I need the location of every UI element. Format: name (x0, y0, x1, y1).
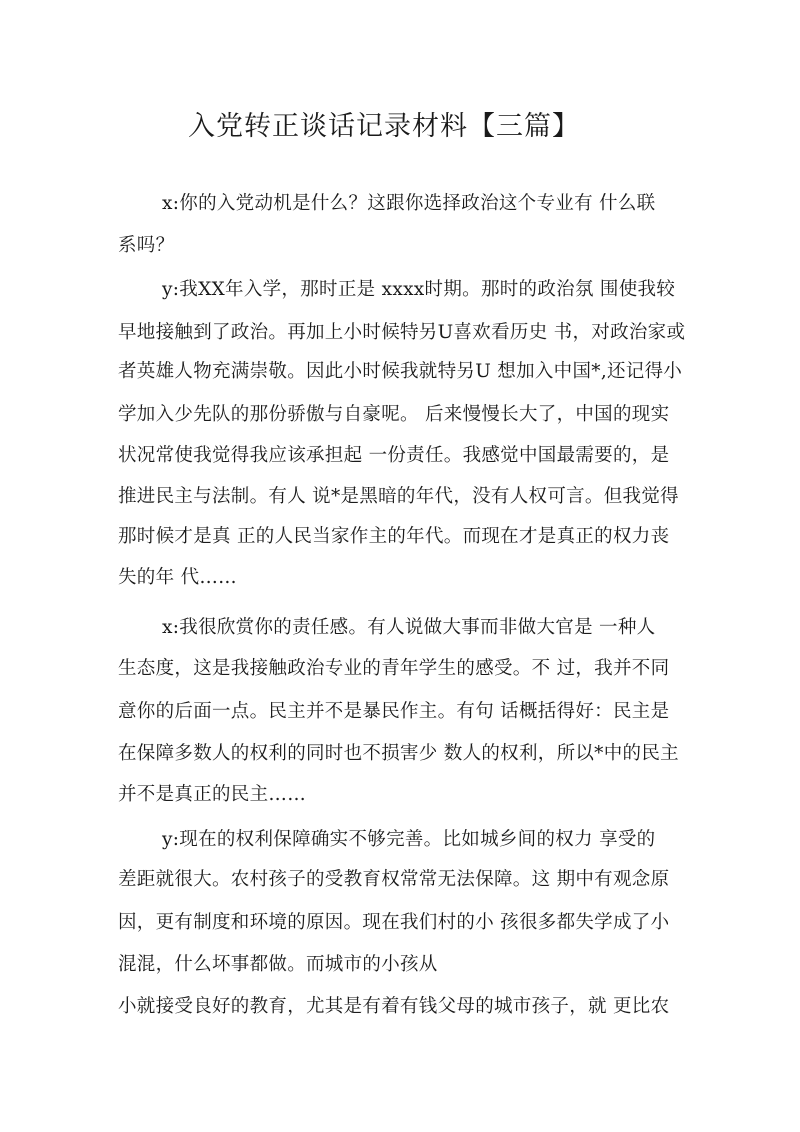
paragraph-line: 学加入少先队的那份骄傲与自豪呢。 后来慢慢长大了，中国的现实 (118, 404, 670, 425)
paragraph-line: 意你的后面一点。民主并不是暴民作主。有句 话概括得好：民主是 (118, 701, 670, 722)
paragraph-line: 系吗？ (118, 235, 175, 256)
document-title: 入党转正谈话记录材料【三篇】 (188, 111, 580, 142)
paragraph-line: 失的年 代…… (118, 567, 237, 588)
paragraph-line: x:你的入党动机是什么？这跟你选择政治这个专业有 什么联 (162, 193, 656, 214)
paragraph-line: 差距就很大。农村孩子的受教育权常常无法保障。这 期中有观念原 (118, 869, 670, 890)
paragraph-line: 早地接触到了政治。再加上小时候特另U喜欢看历史 书，对政治家或 (118, 322, 686, 343)
paragraph-line: x:我很欣赏你的责任感。有人说做大事而非做大官是 一种人 (162, 617, 656, 638)
paragraph-line: 那时候才是真 正的人民当家作主的年代。而现在才是真正的权力丧 (118, 526, 670, 547)
paragraph-line: 推进民主与法制。有人 说*是黑暗的年代，没有人权可言。但我觉得 (118, 486, 679, 507)
paragraph-line: y:我XX年入学，那时正是 xxxx时期。那时的政治氛 围使我较 (162, 279, 676, 300)
paragraph-line: 并不是真正的民主…… (118, 784, 307, 805)
paragraph-line: 在保障多数人的权利的同时也不损害少 数人的权利，所以*中的民主 (118, 743, 679, 764)
paragraph-line: 者英雄人物充满崇敬。因此小时候我就特另U 想加入中国*,还记得小 (118, 361, 683, 382)
paragraph-line: 混混，什么坏事都做。而城市的小孩从 (118, 954, 438, 975)
paragraph-line: y:现在的权利保障确实不够完善。比如城乡间的权力 享受的 (162, 829, 656, 850)
paragraph-line: 状况常使我觉得我应该承担起 一份责任。我感觉中国最需要的，是 (118, 445, 670, 466)
paragraph-line: 因，更有制度和环境的原因。现在我们村的小 孩很多都失学成了小 (118, 912, 670, 933)
paragraph-line: 小就接受良好的教育，尤其是有着有钱父母的城市孩子，就 更比农 (118, 996, 670, 1017)
paragraph-line: 生态度，这是我接触政治专业的青年学生的感受。不 过，我并不同 (118, 658, 670, 679)
